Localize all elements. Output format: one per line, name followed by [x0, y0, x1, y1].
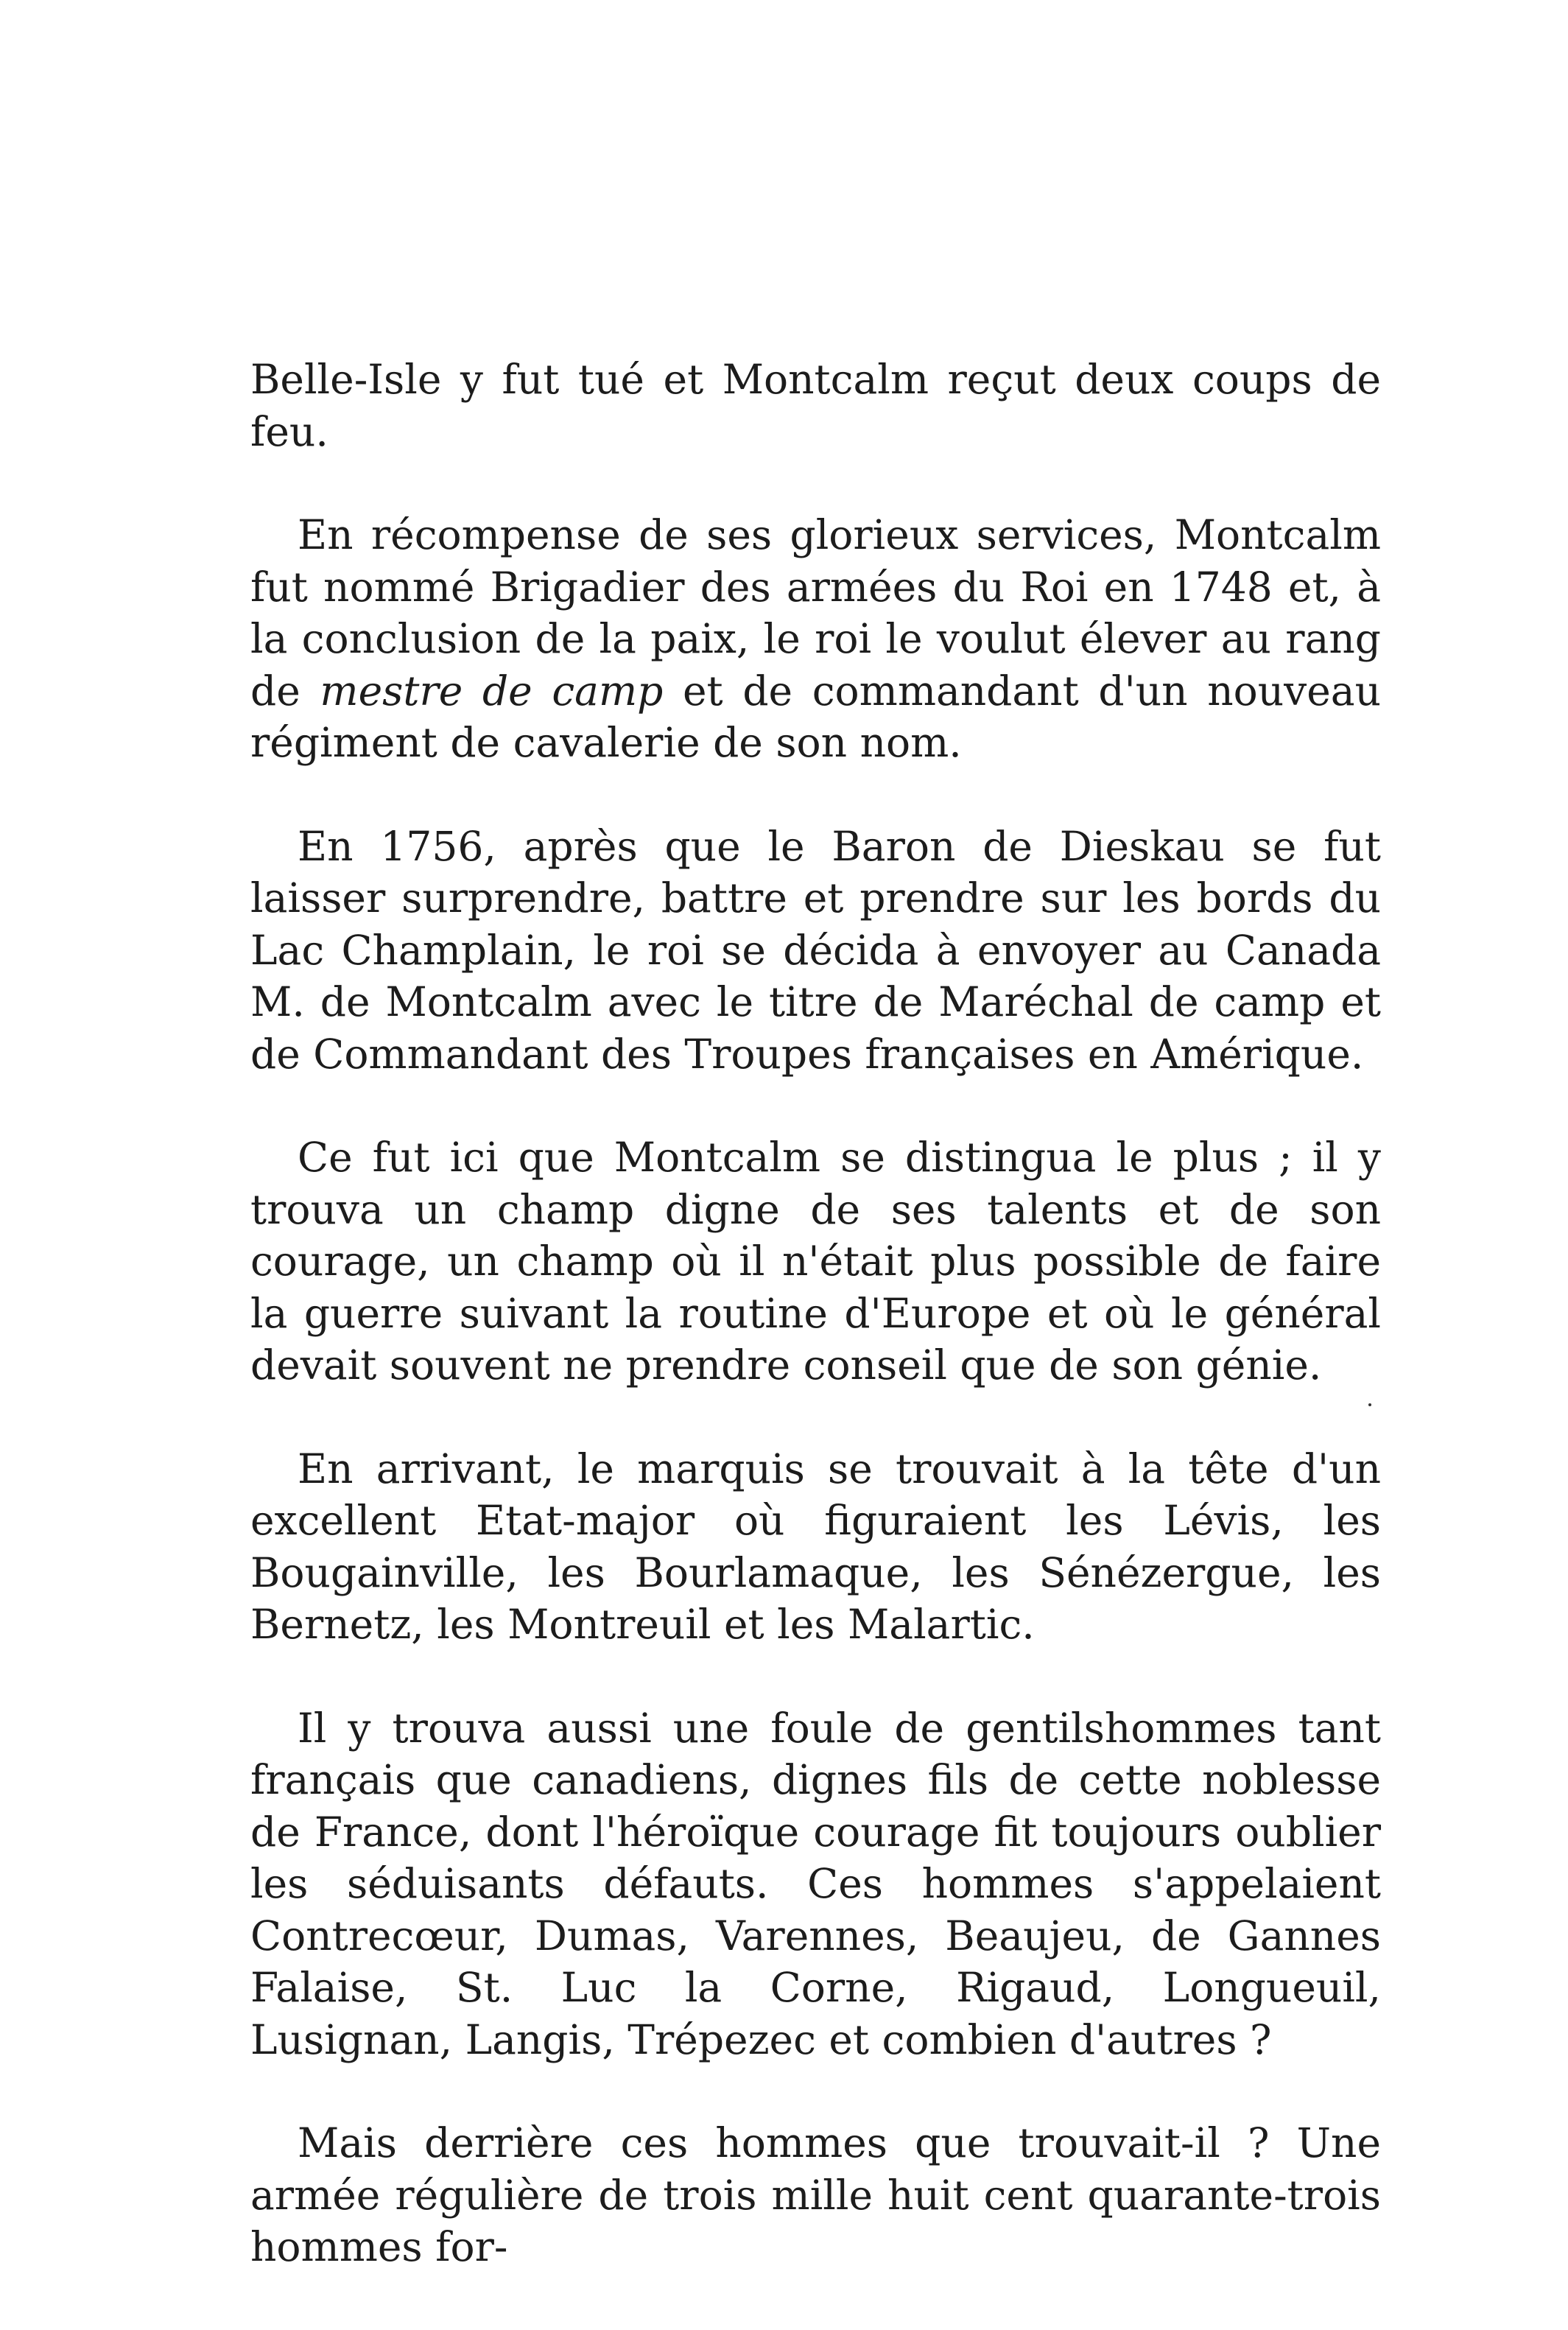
print-speck — [1368, 1403, 1371, 1406]
paragraph-5 — [250, 1443, 1381, 1651]
paragraph-6 — [250, 1702, 1381, 2066]
paragraph-1 — [250, 354, 1381, 457]
paragraph-3 — [250, 821, 1381, 1081]
paragraph-3-text: En 1756, après que le Baron de Dieskau se fut laisser surprendre, battre et prendre sur les bords du Lac Champlain, le roi se décida à envoyer au Canada M. de Montcalm avec le titre de Maréchal de camp et de Commandant des Troupes françaises en Amérique. — [250, 822, 1381, 1078]
paragraph-7 — [250, 2117, 1381, 2273]
paragraph-2-italic-term: mestre de camp — [320, 667, 664, 715]
paragraph-7-text: Mais derrière ces hommes que trouvait-il ? Une armée régulière de trois mille huit cent quarante-trois hommes for- — [250, 2119, 1381, 2270]
paragraph-2-text-a: En récompense de ses glorieux services, Montcalm fut nommé Brigadier des armées du Roi en 1748 et, à la conclusion de la paix, le roi le voulut élever au rang de — [250, 511, 1381, 715]
paragraph-4 — [250, 1131, 1381, 1392]
paragraph-2-text-b: et de commandant d'un nouveau régiment de cavalerie de son nom. — [250, 667, 1381, 766]
paragraph-4-text: Ce fut ici que Montcalm se distingua le plus ; il y trouva un champ digne de ses talents et de son courage, un champ où il n'était plus possible de faire la guerre suivant la routine d'Europe et où le général devait souvent ne prendre conseil que de son génie. — [250, 1134, 1381, 1389]
paragraph-2 — [250, 509, 1381, 769]
body-text — [250, 354, 1381, 2325]
paragraph-6-text: Il y trouva aussi une foule de gentilshommes tant français que canadiens, dignes fils de cette noblesse de France, dont l'héroïque courage fit toujours oublier les séduisants défauts. Ces hommes s'appelaient Contrecœur, Dumas, Varennes, Beaujeu, de Gannes Falaise, St. Luc la Corne, Rigaud, Longueuil, Lusignan, Langis, Trépezec et combien d'autres ? — [250, 1704, 1381, 2063]
paragraph-5-text: En arrivant, le marquis se trouvait à la tête d'un excellent Etat-major où figuraient les Lévis, les Bougainville, les Bourlamaque, les Sénézergue, les Bernetz, les Montreuil et les Malartic. — [250, 1445, 1381, 1648]
paragraph-1-text: Belle-Isle y fut tué et Montcalm reçut deux coups de feu. — [250, 356, 1381, 455]
